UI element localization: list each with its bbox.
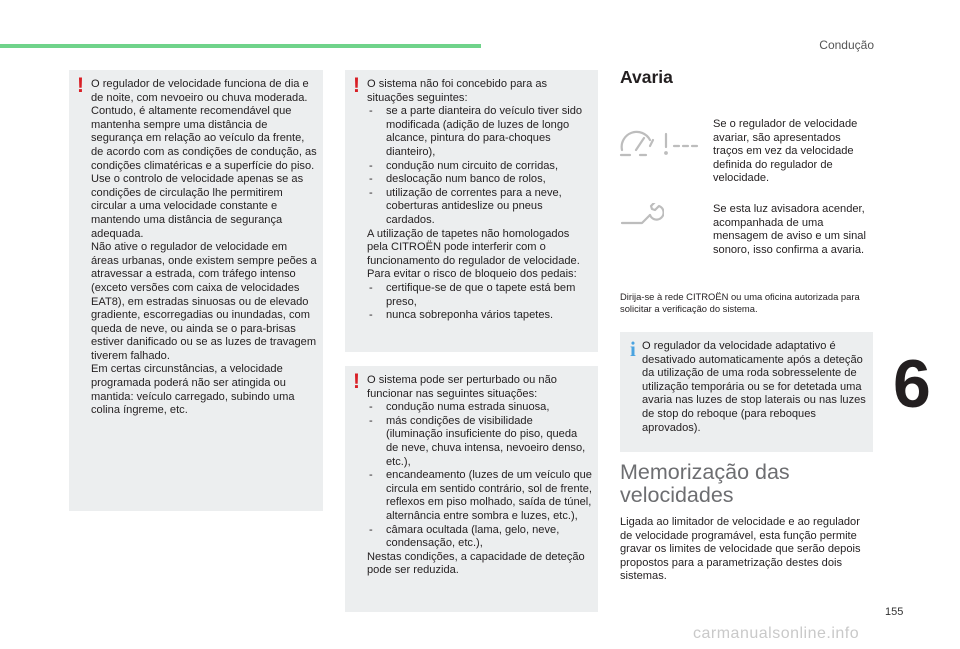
list-item: - se a parte dianteira do veículo tiver sido modificada (adição de luzes de longo alcance, pintura do para-choques dianteiro), [367, 105, 592, 159]
section-heading-memorizacao: Memorização das velocidades [620, 460, 790, 507]
avaria-paragraph-2: Se esta luz avisadora acender, acompanhada de uma mensagem de aviso e um sinal sonoro, isso confirma a avaria. [713, 203, 866, 256]
warning-mid-text: A utilização de tapetes não homologados pela CITROËN pode interferir com o funcionamento do regulador de velocidade. Para evitar o risco de bloqueio dos pedais: [367, 227, 580, 281]
cruise-control-fault-icon [616, 124, 700, 162]
warning-intro: O sistema não foi concebido para as situações seguintes: [367, 78, 548, 104]
warning-box-not-designed [345, 70, 598, 352]
warning-text: O regulador de velocidade funciona de dia e de noite, com nevoeiro ou chuva moderada. Contudo, é altamente recomendável que mantenha sempre uma distância de segurança em relação ao veículo da frente, de acordo com as condições de condução, as condições climatéricas e a superfície do piso. Use o controlo de velocidade apenas se as condições de circulação lhe permitirem circular a uma velocidade constante e mantendo uma distância de segurança adequada. Não ative o regulador de velocidade em áreas urbanas, onde existem sempre peões a atravessar a estrada, com tráfego intenso (exceto versões com caixa de velocidades EAT8), em estradas sinuosas ou de elevado gradiente, escorregadias ou inundadas, com queda de neve, ou ainda se o para-brisas estiver danificado ou se as luzes de travagem tiverem falhado. Em certas circunstâncias, a velocidade programada poderá não ser atingida ou mantida: veículo carregado, subindo uma colina íngreme, etc. [91, 78, 317, 417]
list-item: - utilização de correntes para a neve, coberturas antideslize ou pneus cardados. [367, 187, 592, 228]
avaria-note: Dirija-se à rede CITROËN ou uma oficina autorizada para solicitar a verificação do sistema. [620, 291, 860, 314]
list-item: - certifique-se de que o tapete está bem preso, [367, 282, 592, 309]
warning-box-disturbed [345, 366, 598, 612]
warning-intro: O sistema pode ser perturbado ou não funcionar nas seguintes situações: [367, 374, 557, 400]
watermark: carmanualsonline.info [693, 625, 860, 642]
warning-list [367, 401, 592, 551]
wrench-warning-icon [620, 203, 664, 229]
warning-outro: Nestas condições, a capacidade de deteção pode ser reduzida. [367, 550, 585, 577]
list-item: - nunca sobreponha vários tapetes. [367, 309, 592, 323]
list-item: - condução num circuito de corridas, [367, 160, 592, 174]
warning-icon: ! [77, 74, 84, 97]
chapter-number: 6 [893, 346, 931, 422]
info-box [620, 332, 873, 452]
list-item: - câmara ocultada (lama, gelo, neve, condensação, etc.), [367, 524, 592, 551]
list-item: - condução numa estrada sinuosa, [367, 401, 592, 415]
avaria-paragraph-1: Se o regulador de velocidade avariar, são apresentados traços em vez da velocidade definida do regulador de velocidade. [713, 118, 858, 185]
list-item: - deslocação num banco de rolos, [367, 173, 592, 187]
list-item: - encandeamento (luzes de um veículo que circula em sentido contrário, sol de frente, reflexos em piso molhado, saída de túnel, alternância entre sombra e luzes, etc.), [367, 469, 592, 523]
warning-list-2 [367, 282, 592, 323]
info-text: O regulador da velocidade adaptativo é desativado automaticamente após a deteção da utilização de uma roda sobresselente de utilização temporária ou se for detetada uma avaria nas luzes de stop laterais ou nas luzes de stop do reboque (para reboques aprovados). [642, 340, 866, 434]
warning-icon: ! [353, 74, 360, 97]
page-number: 155 [885, 606, 904, 618]
warning-box-conditions [69, 70, 323, 511]
memorizacao-text: Ligada ao limitador de velocidade e ao regulador de velocidade programável, esta função permite gravar os limites de velocidade que serão depois propostos para a parametrização destes dois sistemas. [620, 516, 861, 583]
warning-list [367, 105, 592, 227]
section-title: Condução [819, 38, 874, 52]
chapter-color-bar [0, 44, 481, 48]
info-icon: i [630, 337, 636, 361]
warning-icon: ! [353, 370, 360, 393]
section-heading-avaria: Avaria [620, 67, 673, 87]
list-item: - más condições de visibilidade (iluminação insuficiente do piso, queda de neve, chuva intensa, nevoeiro denso, etc.), [367, 415, 592, 469]
